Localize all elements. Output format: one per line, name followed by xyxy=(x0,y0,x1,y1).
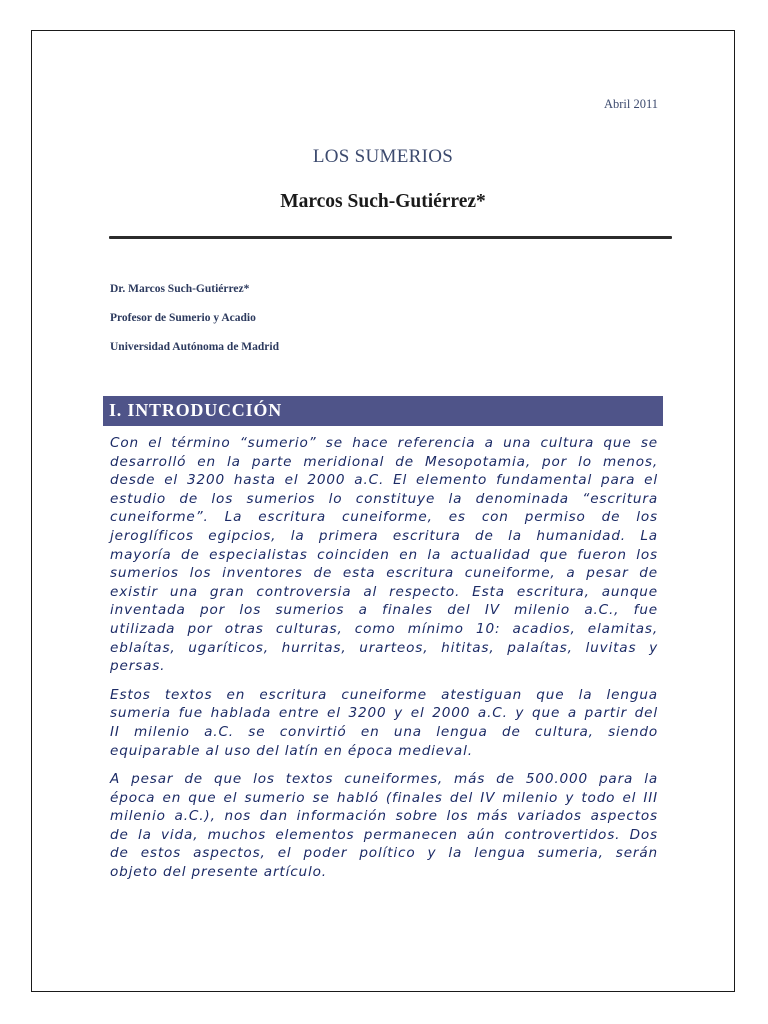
affiliation-name: Dr. Marcos Such-Gutiérrez* xyxy=(110,283,250,295)
paragraph-line: desarrolló en la parte meridional de Mesopotamia, por lo menos, xyxy=(110,453,658,470)
paragraph-line: época en que el sumerio se habló (finales del IV milenio y todo el III xyxy=(110,789,658,806)
paragraph-line: de estos aspectos, el poder político y la lengua sumeria, serán xyxy=(110,845,658,862)
paragraph xyxy=(110,770,658,882)
paragraph-line: Con el término “sumerio” se hace referencia a una cultura que se xyxy=(110,435,658,451)
paragraph-line: objeto del presente artículo. xyxy=(110,864,327,881)
paragraph-line: mayoría de especialistas coinciden en la actualidad que fueron los xyxy=(110,546,658,563)
paragraph-line: sumerios los inventores de esta escritura cuneiforme, a pesar de xyxy=(110,565,658,582)
paragraph-line: milenio a.C.), nos dan información sobre los más variados aspectos xyxy=(110,808,658,825)
paragraph-line: estudio de los sumerios lo constituye la denominada “escritura xyxy=(110,490,658,507)
paragraph-line: II milenio a.C. se convirtió en una lengua de cultura, siendo xyxy=(110,723,658,740)
paragraph-line: desde el 3200 hasta el 2000 a.C. El elemento fundamental para el xyxy=(110,472,658,489)
affiliation-university: Universidad Autónoma de Madrid xyxy=(110,341,280,353)
paragraph xyxy=(110,686,658,760)
paragraph-line: existir una gran controversia al respecto. Esta escritura, aunque xyxy=(110,583,658,600)
paragraph-line: utilizada por otras culturas, como mínimo 10: acadios, elamitas, xyxy=(110,620,658,637)
paragraph-line: A pesar de que los textos cuneiformes, más de 500.000 para la xyxy=(110,771,658,788)
paragraph-line: Estos textos en escritura cuneiforme atestiguan que la lengua xyxy=(110,686,658,703)
paragraph-line: de la vida, muchos elementos permanecen aún controvertidos. Dos xyxy=(110,826,658,843)
paragraph-line: inventada por los sumerios a finales del IV milenio a.C., fue xyxy=(110,602,658,619)
body-text xyxy=(110,434,658,892)
paragraph-line: cuneiforme”. La escritura cuneiforme, es con permiso de los xyxy=(110,509,658,526)
affiliation-position: Profesor de Sumerio y Acadio xyxy=(110,312,256,324)
paragraph-line: persas. xyxy=(110,658,166,675)
document-author: Marcos Such-Gutiérrez* xyxy=(280,191,486,212)
paragraph-line: jeroglíficos egipcios, la primera escritura de la humanidad. La xyxy=(110,527,658,544)
paragraph-line: eblaítas, ugaríticos, hurritas, urarteos, hititas, palaítas, luvitas y xyxy=(110,639,658,656)
title-divider xyxy=(109,236,672,239)
document-date: Abril 2011 xyxy=(603,97,658,111)
paragraph-line: equiparable al uso del latín en época medieval. xyxy=(110,742,473,759)
document-title: LOS SUMERIOS xyxy=(312,146,454,167)
paragraph xyxy=(110,434,658,676)
section-heading: I. INTRODUCCIÓN xyxy=(103,396,663,426)
paragraph-line: sumeria fue hablada entre el 3200 y el 2000 a.C. y que a partir del xyxy=(110,705,658,722)
